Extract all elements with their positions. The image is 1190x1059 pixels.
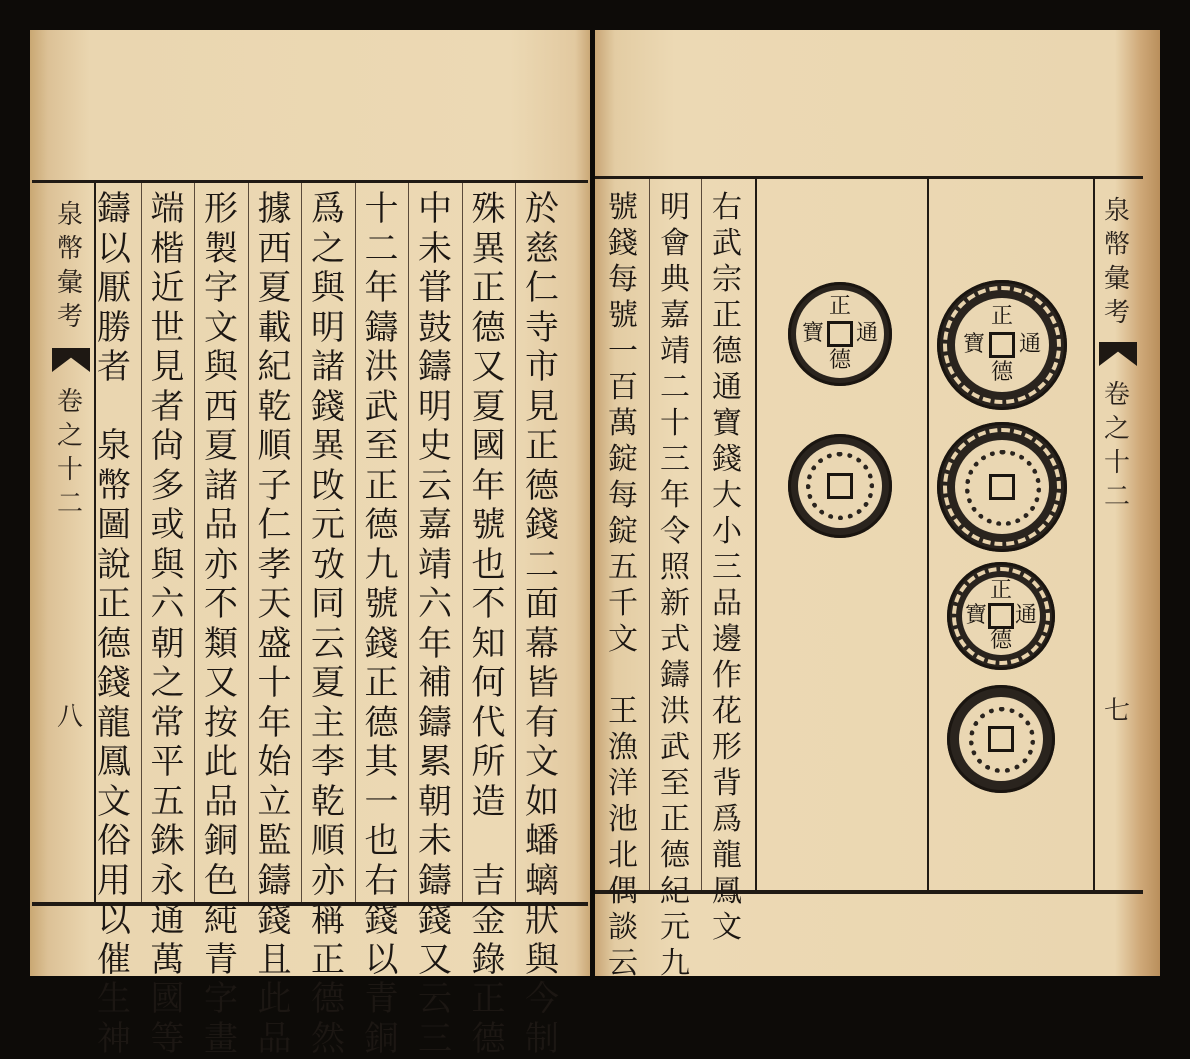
- right-margin-juan: 卷 之 十 二: [1103, 380, 1130, 512]
- right-fishtail: [1099, 342, 1137, 366]
- column-rule: [515, 183, 516, 902]
- coin-char-bottom: 德: [990, 360, 1013, 385]
- column-rule: [408, 183, 409, 902]
- left-margin-title: 泉 幣 彙 考: [56, 200, 83, 332]
- text-column: 鑄 以 厭 勝 者 泉 幣 圖 說 正 德 錢 龍 鳳 文 俗 用 以 催 生 神: [97, 189, 131, 1059]
- coin-char-top: 正: [828, 294, 851, 319]
- column-rule: [301, 183, 302, 902]
- left-fishtail: [52, 348, 90, 372]
- left-margin-juan: 卷 之 十 二: [56, 387, 83, 519]
- left-top-border: [32, 180, 588, 183]
- coin-char-right: 通: [855, 321, 878, 346]
- column-rule: [701, 179, 702, 890]
- text-column: 於 慈 仁 寺 市 見 正 德 錢 二 面 幕 皆 有 文 如 蟠 螭 狀 與 今 制: [525, 189, 559, 1059]
- coin-large-reverse: [937, 422, 1067, 552]
- text-column: 十 二 年 鑄 洪 武 至 正 德 九 號 錢 正 德 其 一 也 右 錢 以 青 銅: [364, 189, 399, 1059]
- coin-char-bottom: 德: [989, 628, 1012, 653]
- coin-large-obverse: [937, 280, 1067, 410]
- column-rule: [141, 183, 142, 902]
- right-margin-page: 七: [1103, 696, 1130, 726]
- coin-medium-reverse: [947, 685, 1055, 793]
- coin-char-top: 正: [989, 578, 1012, 603]
- text-column: 右 武 宗 正 德 通 寶 錢 大 小 三 品 邊 作 花 形 背 爲 龍 鳳 文: [712, 190, 742, 945]
- text-column: 明 會 典 嘉 靖 二 十 三 年 令 照 新 式 鑄 洪 武 至 正 德 紀 元 九: [660, 190, 690, 981]
- column-rule: [649, 179, 650, 890]
- coin-small-reverse: [788, 434, 892, 538]
- text-column: 據 西 夏 載 紀 乾 順 子 仁 孝 天 盛 十 年 始 立 監 鑄 錢 且 此 品: [257, 189, 292, 1059]
- right-margin-title: 泉 幣 彙 考: [1103, 196, 1130, 328]
- coin-char-right: 通: [1018, 332, 1041, 357]
- column-rule: [194, 183, 195, 902]
- text-column: 爲 之 與 明 諸 錢 異 攺 元 攷 同 云 夏 主 李 乾 順 亦 稱 正 德 然: [311, 189, 345, 1059]
- column-rule: [355, 183, 356, 902]
- coin-small-obverse: [788, 282, 892, 386]
- right-margin-rule: [1093, 179, 1095, 890]
- text-column: 殊 異 正 德 又 夏 國 年 號 也 不 知 何 代 所 造 吉 金 錄 正 德: [471, 189, 506, 1059]
- coin-char-left: 寶: [964, 603, 987, 628]
- left-margin-page: 八: [56, 702, 83, 732]
- left-page: [30, 30, 590, 1059]
- text-column: 中 未 甞 鼓 鑄 明 史 云 嘉 靖 六 年 補 鑄 累 朝 未 鑄 錢 又 云 三: [418, 189, 452, 1059]
- coin-char-top: 正: [990, 304, 1013, 329]
- right-page: [595, 30, 1160, 981]
- text-column: 號 錢 每 號 一 百 萬 錠 每 錠 五 千 文 王 漁 洋 池 北 偶 談 云: [608, 190, 638, 981]
- coin-char-right: 通: [1014, 603, 1037, 628]
- right-coin-divider: [927, 179, 929, 890]
- column-rule: [248, 183, 249, 902]
- coin-medium-obverse: [947, 562, 1055, 670]
- right-top-border: [595, 176, 1143, 179]
- coin-char-left: 寶: [962, 332, 985, 357]
- text-column: 形 製 字 文 與 西 夏 諸 品 亦 不 類 又 按 此 品 銅 色 純 青 字 畫: [204, 189, 238, 1059]
- column-rule: [462, 183, 463, 902]
- right-text-panel-rule: [755, 179, 757, 890]
- coin-char-bottom: 德: [828, 348, 851, 373]
- coin-char-left: 寶: [801, 321, 824, 346]
- text-column: 端 楷 近 世 見 者 尙 多 或 與 六 朝 之 常 平 五 銖 永 通 萬 國 等: [150, 189, 185, 1059]
